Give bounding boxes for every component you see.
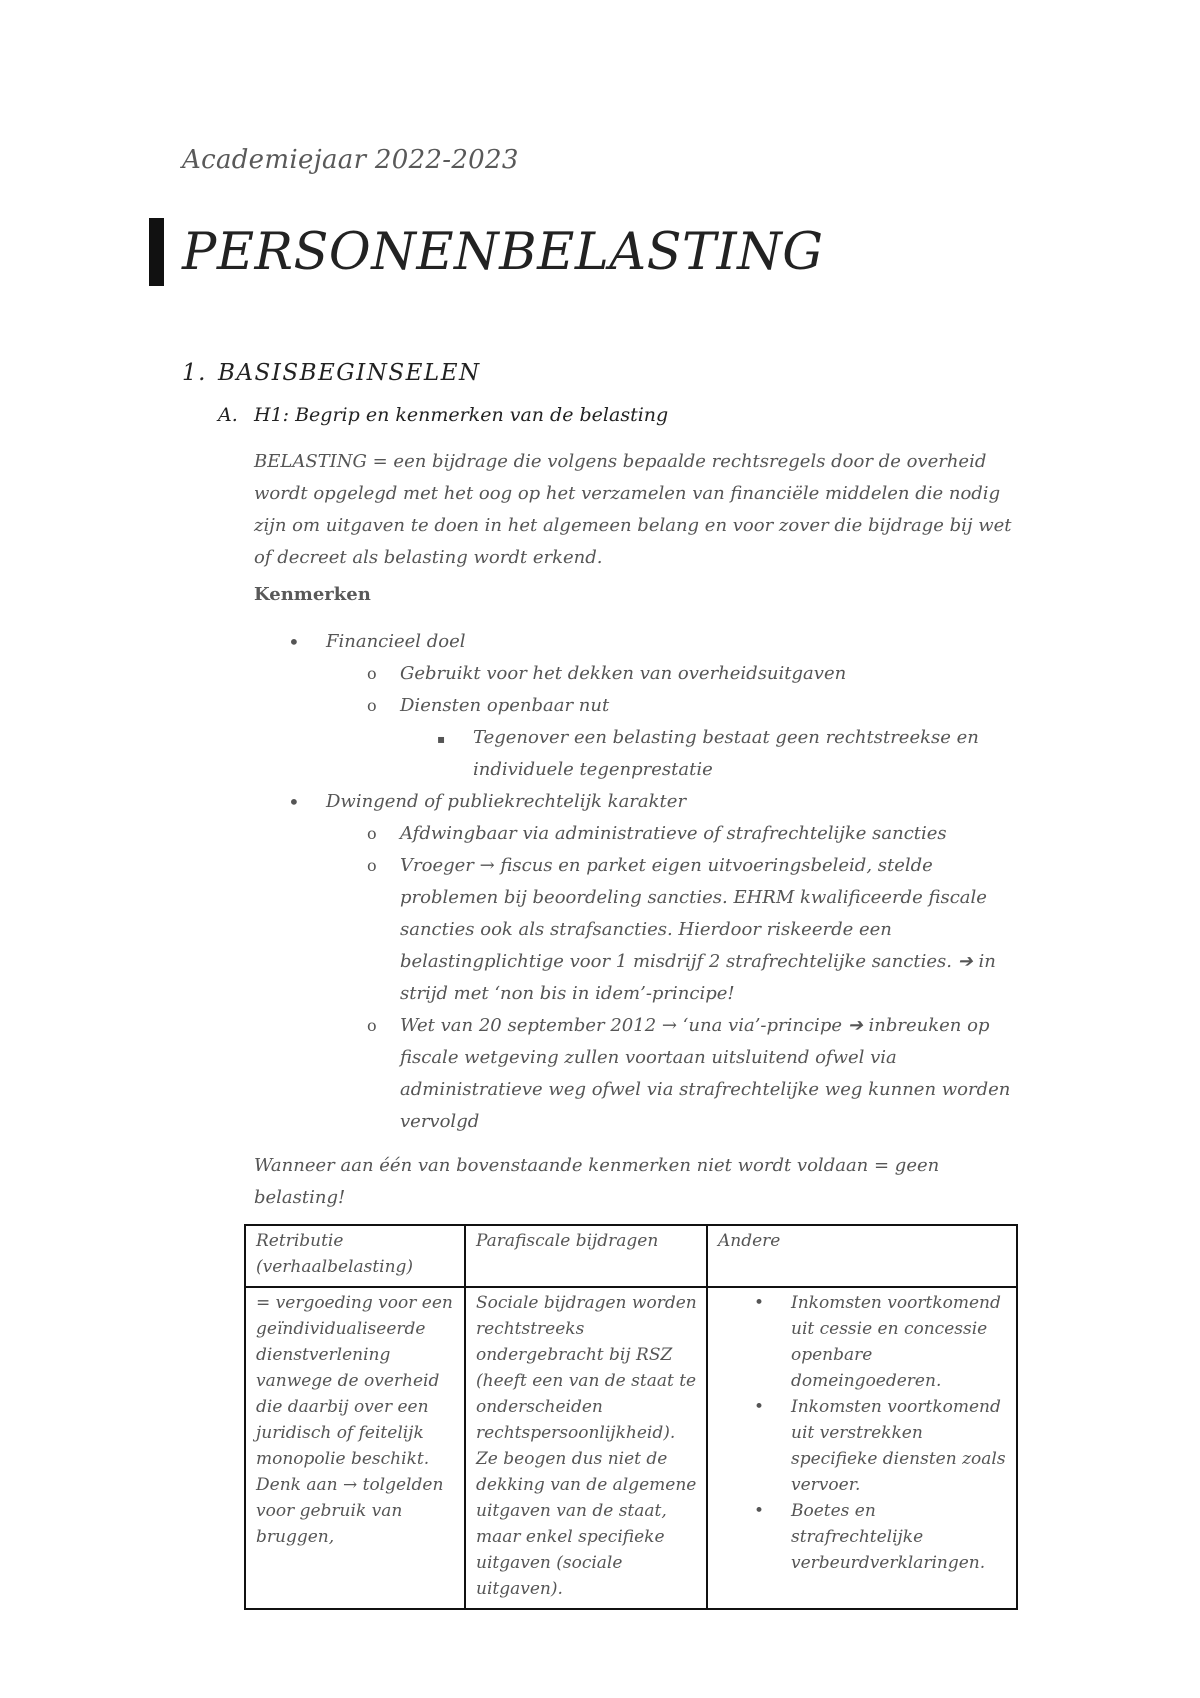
list-item [0, 626, 1200, 658]
document-title: PERSONENBELASTING [182, 223, 824, 282]
list-item-text: Gebruikt voor het dekken van overheidsuitgaven [400, 663, 847, 684]
subsection-label: H1: Begrip en kenmerken van de belasting [254, 404, 669, 426]
retributie-cell: = vergoeding voor een geïndividualiseerde dienstverlening vanwege de overheid die daarbij over een juridisch of feitelijk monopolie beschikt. Denk aan → tolgelden voor gebruik van bruggen, [245, 1287, 465, 1609]
andere-cell [707, 1287, 1017, 1609]
list-item [0, 658, 1020, 690]
kenmerken-heading: Kenmerken [254, 584, 371, 605]
subsection-heading [218, 404, 668, 426]
comparison-table [244, 1224, 1018, 1610]
list-item-text: Dwingend of publiekrechtelijk karakter [326, 791, 687, 812]
bullet-icon: • [288, 630, 300, 654]
table-header-cell: Retributie (verhaalbelasting) [245, 1225, 465, 1287]
list-item [0, 690, 1020, 722]
list-item-text: Vroeger → fiscus en parket eigen uitvoeringsbeleid, stelde problemen bij beoordeling sancties. EHRM kwalificeerde fiscale sancties ook als strafsancties. Hierdoor riskeerde een belastingplichtige voor 1 misdrijf 2 strafrechtelijke sancties. ➔ in strijd met ‘non bis in idem’-principe! [400, 855, 996, 1004]
section-label: BASISBEGINSELEN [218, 360, 481, 386]
list-item-text: Financieel doel [326, 631, 466, 652]
list-item-text: Diensten openbaar nut [400, 695, 610, 716]
circle-bullet-icon: o [367, 824, 377, 843]
table-header-row [245, 1225, 1017, 1287]
list-item-text: Wet van 20 september 2012 → ‘una via’-principe ➔ inbreuken op fiscale wetgeving zullen voortaan uitsluitend ofwel via administratieve weg ofwel via strafrechtelijke weg kunnen worden vervolgd [400, 1015, 1011, 1132]
table-row [245, 1287, 1017, 1609]
circle-bullet-icon: o [367, 1016, 377, 1035]
list-item [0, 722, 1023, 786]
list-item-text: Afdwingbaar via administratieve of strafrechtelijke sancties [400, 823, 947, 844]
andere-list [718, 1290, 1008, 1576]
parafiscaal-cell: Sociale bijdragen worden rechtstreeks ondergebracht bij RSZ (heeft een van de staat te onderscheiden rechtspersoonlijkheid). Ze beogen dus niet de dekking van de algemene uitgaven van de staat, maar enkel specifieke uitgaven (sociale uitgaven). [465, 1287, 707, 1609]
table-header-cell: Parafiscale bijdragen [465, 1225, 707, 1287]
circle-bullet-icon: o [367, 696, 377, 715]
title-accent-bar [149, 218, 164, 286]
list-item [0, 818, 1020, 850]
list-item: • Inkomsten voortkomend uit cessie en concessie openbare domeingoederen. [718, 1290, 1008, 1394]
section-heading [182, 360, 481, 386]
bullet-icon: • [288, 790, 300, 814]
list-item [0, 1010, 1020, 1138]
list-item [0, 850, 1020, 1010]
kenmerken-list [0, 626, 1200, 1138]
table-header-cell: Andere [707, 1225, 1017, 1287]
closing-paragraph: Wanneer aan één van bovenstaande kenmerken niet wordt voldaan = geen belasting! [254, 1155, 940, 1208]
section-number: 1. [182, 360, 207, 386]
circle-bullet-icon: o [367, 664, 377, 683]
list-item-text: Tegenover een belasting bestaat geen rechtstreekse en individuele tegenprestatie [473, 727, 979, 780]
list-item: • Boetes en strafrechtelijke verbeurdverklaringen. [718, 1498, 1008, 1576]
circle-bullet-icon: o [367, 856, 377, 875]
square-bullet-icon: ▪ [437, 732, 446, 746]
definition-paragraph: BELASTING = een bijdrage die volgens bepaalde rechtsregels door de overheid wordt opgelegd met het oog op het verzamelen van financiële middelen die nodig zijn om uitgaven te doen in het algemeen belang en voor zover die bijdrage bij wet of decreet als belasting wordt erkend. [254, 451, 1012, 568]
academic-year: Academiejaar 2022-2023 [182, 145, 519, 175]
list-item [0, 786, 1200, 818]
subsection-number: A. [218, 404, 238, 426]
list-item: • Inkomsten voortkomend uit verstrekken specifieke diensten zoals vervoer. [718, 1394, 1008, 1498]
